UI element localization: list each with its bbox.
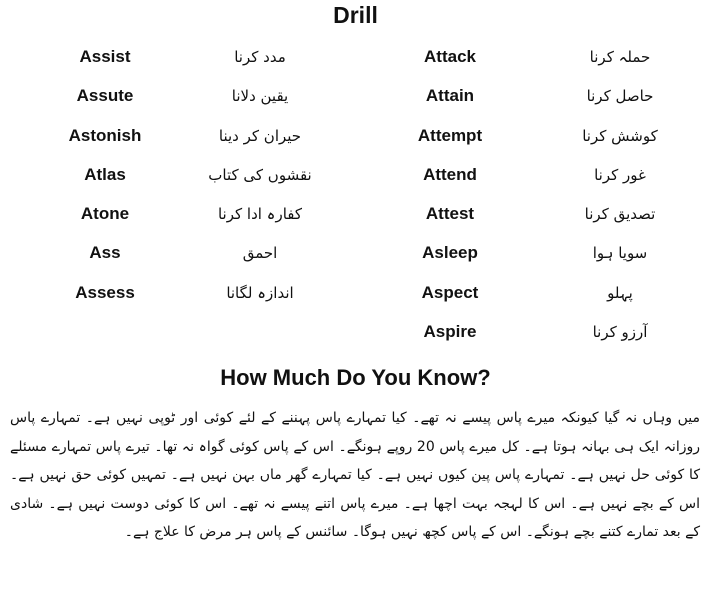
english-word: Asleep [422, 243, 478, 263]
english-word: Attack [424, 47, 476, 66]
urdu-meaning: اندازہ لگانا [226, 283, 294, 302]
urdu-meaning: سویا ہوا [592, 244, 648, 263]
urdu-meaning: آرزو کرنا [592, 323, 648, 342]
urdu-meaning: حملہ کرنا [589, 48, 651, 66]
vocab-row [0, 81, 711, 120]
urdu-meaning: حیران کر دینا [218, 126, 302, 145]
urdu-meaning: مدد کرنا [234, 48, 286, 66]
urdu-paragraph: میں وہاں نہ گیا کیونکہ میرے پاس پیسے نہ تھے۔ کیا تمہارے پاس پہننے کے لئے کوئی اور ٹوپی نہیں ہے۔ تمہارے پاس روزانہ ایک ہی بہانہ ہوتا ہے۔ کل میرے پاس 20 روپے ہونگے۔ اس کے پاس کوئی گواہ نہ تھا۔ تیرے پاس تمہارے مسئلے کا کوئی حل نہیں ہے۔ تمہارے پاس پین کیوں نہیں ہے۔ کیا تمہارے گھر ماں بہن نہیں ہے۔ تمہیں کوئی حق نہیں ہے۔ اس کے بچے نہیں ہے۔ اس کا لہجہ بہت اچھا ہے۔ میرے پاس اتنے پیسے نہ تھے۔ اس کا کوئی دوست نہیں ہے۔ شادی کے بعد تمارے کتنے بچے ہونگے۔ اس کے پاس کچھ نہیں ہوگا۔ سائنس کے پاس ہر مرض کا علاج ہے۔ [10, 410, 700, 540]
english-word: Attend [423, 164, 477, 184]
vocab-row [0, 317, 711, 356]
urdu-meaning: کوشش کرنا [582, 126, 658, 145]
english-word: Assist [79, 47, 131, 66]
urdu-meaning: پہلو [607, 283, 633, 302]
english-word: Atone [80, 204, 130, 224]
english-word: Assute [76, 86, 134, 106]
urdu-meaning: غور کرنا [594, 165, 646, 184]
english-word: Aspect [421, 282, 479, 302]
vocabulary-table [0, 42, 711, 356]
vocab-row [0, 121, 711, 160]
vocab-row [0, 199, 711, 238]
urdu-meaning: کفارہ ادا کرنا [217, 205, 303, 224]
vocab-row [0, 278, 711, 317]
english-word: Assess [75, 282, 135, 302]
english-word: Attempt [417, 125, 483, 145]
urdu-meaning: حاصل کرنا [586, 87, 654, 106]
urdu-meaning: یقین دلانا [231, 87, 289, 106]
vocab-row [0, 42, 711, 81]
english-word: Ass [89, 243, 121, 263]
english-word: Aspire [423, 322, 477, 342]
english-word: Attain [425, 86, 475, 106]
vocab-row [0, 160, 711, 199]
english-word: Attest [425, 204, 475, 224]
urdu-meaning: نقشوں کی کتاب [208, 165, 312, 184]
page-title: Drill [333, 2, 378, 28]
urdu-meaning: احمق [242, 244, 278, 263]
section-heading: How Much Do You Know? [220, 365, 491, 390]
vocab-row [0, 238, 711, 277]
urdu-meaning: تصدیق کرنا [584, 205, 656, 224]
english-word: Atlas [84, 164, 126, 184]
english-word: Astonish [68, 125, 142, 145]
